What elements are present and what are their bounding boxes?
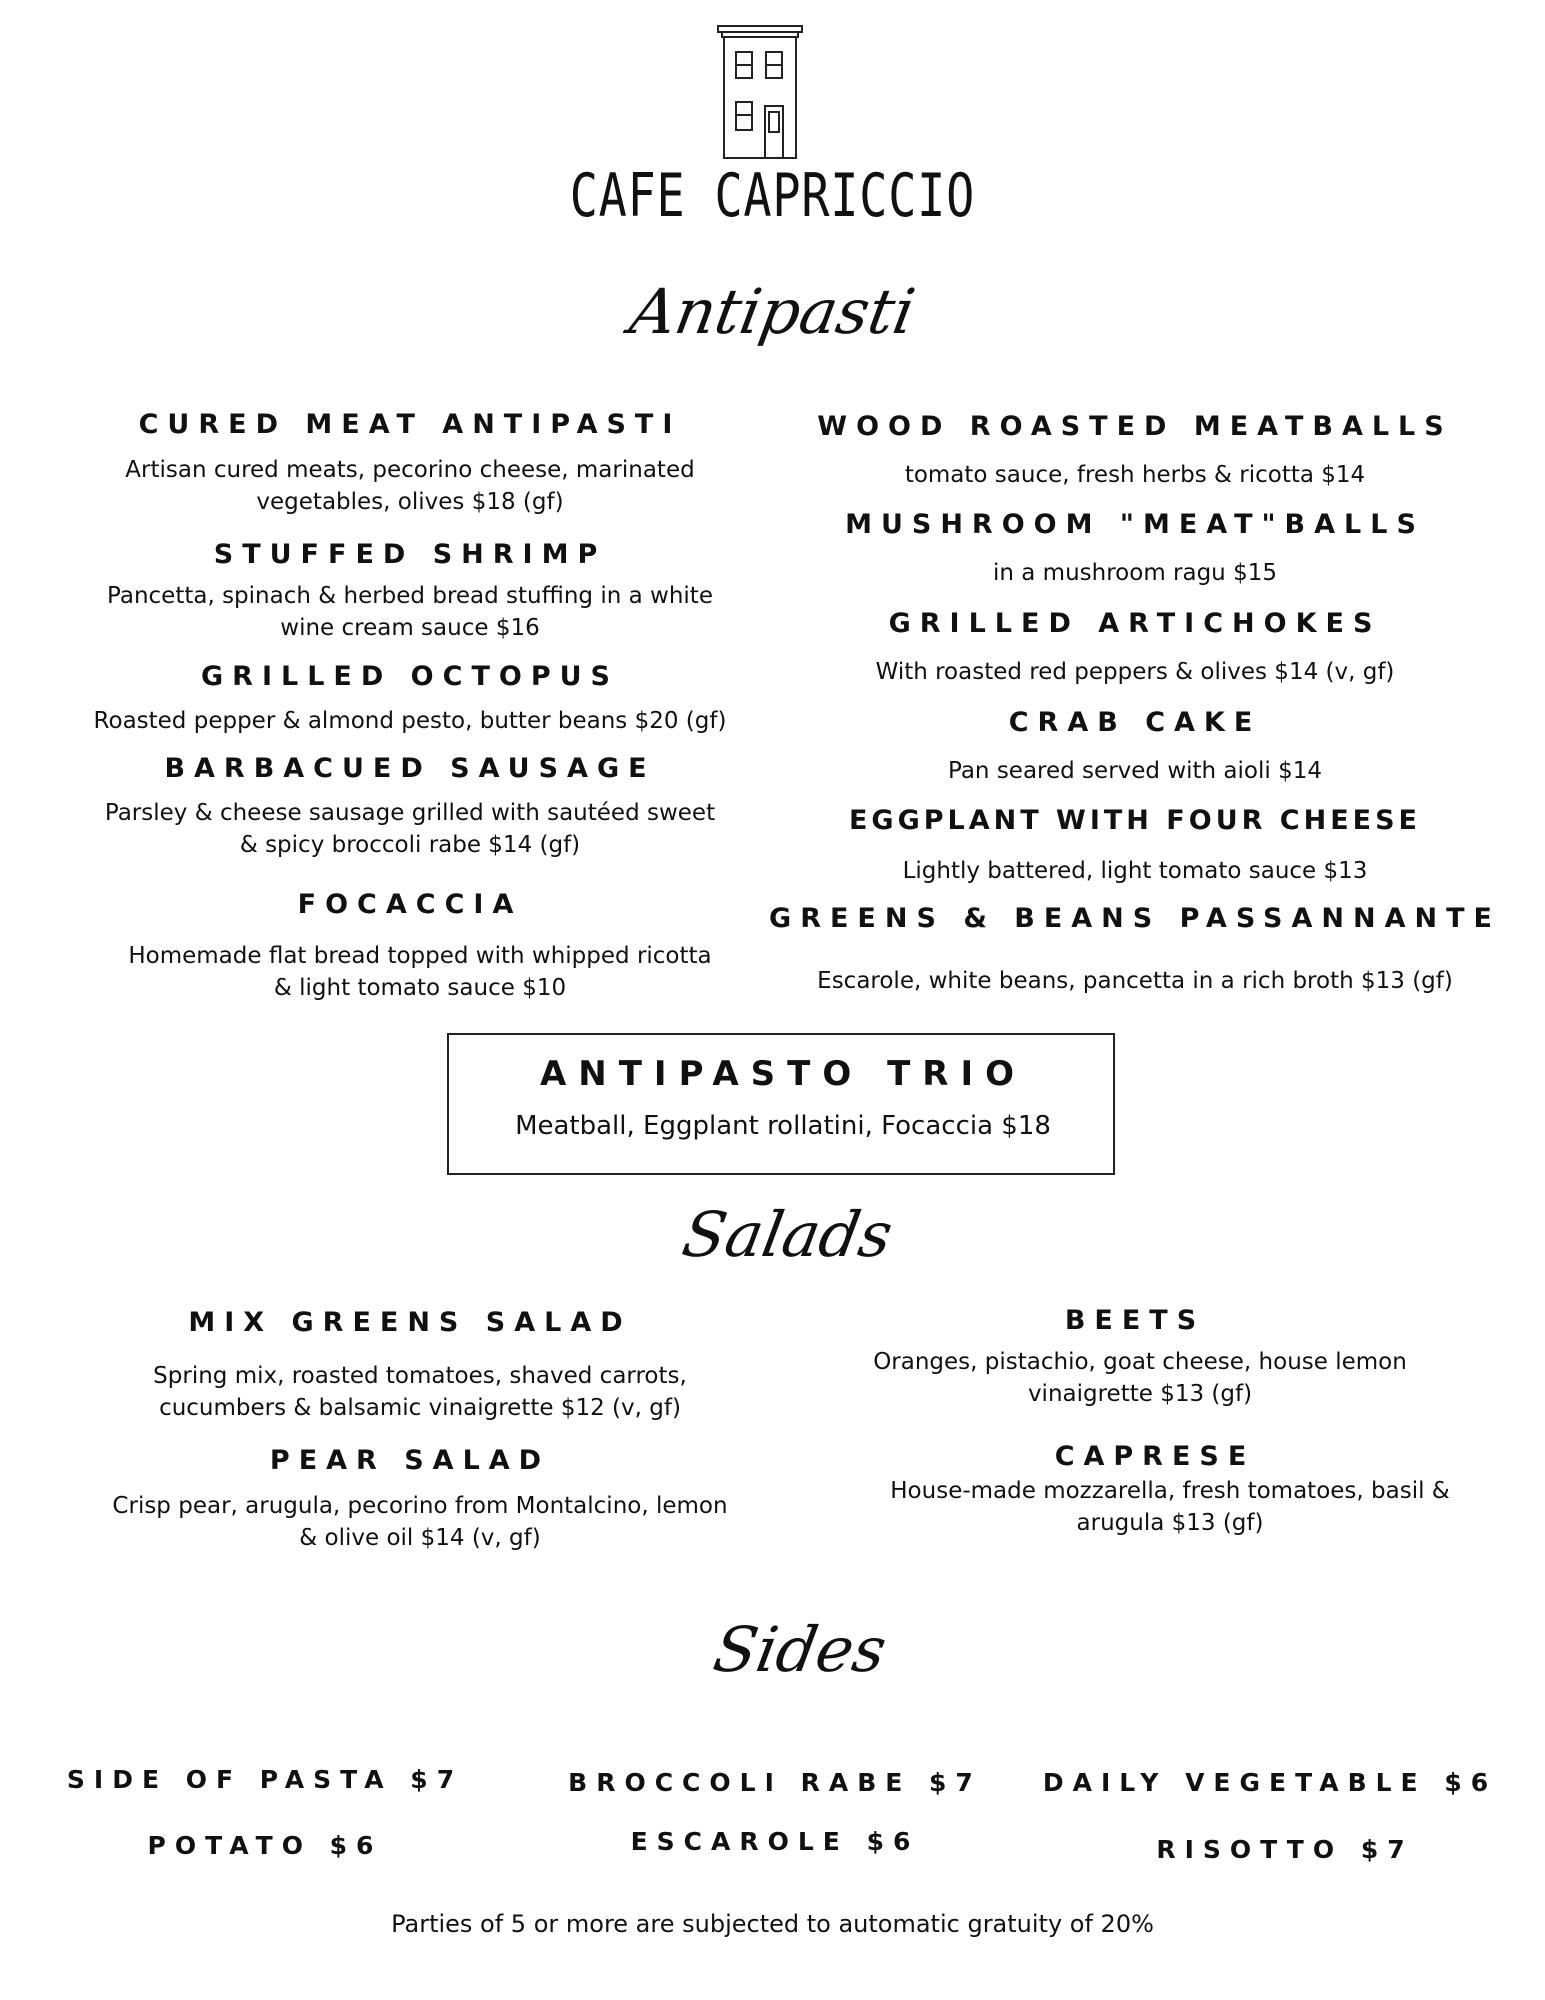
menu-item-name: GRILLED ARTICHOKES [888,608,1382,639]
menu-item-name: BEETS [1064,1305,1206,1336]
section-title-antipasti: Antipasti [624,275,921,348]
menu-item-desc: in a mushroom ragu $15 [993,560,1277,586]
menu-item-name: WOOD ROASTED MEATBALLS [817,411,1453,442]
menu-item-desc: With roasted red peppers & olives $14 (v, gf) [875,659,1395,685]
side-item: RISOTTO $7 [1156,1835,1414,1864]
menu-item-desc: Oranges, pistachio, goat cheese, house lemon vinaigrette $13 (gf) [873,1349,1407,1407]
menu-item-desc: Pan seared served with aioli $14 [948,758,1322,784]
trio-desc: Meatball, Eggplant rollatini, Focaccia $18 [515,1111,1051,1141]
menu-item-name: MUSHROOM "MEAT"BALLS [845,509,1425,540]
menu-item-desc: tomato sauce, fresh herbs & ricotta $14 [904,462,1366,488]
menu-item-desc: Homemade flat bread topped with whipped ricotta & light tomato sauce $10 [128,943,712,1001]
menu-item-desc: Escarole, white beans, pancetta in a rich broth $13 (gf) [817,968,1453,994]
menu-item-name: EGGPLANT WITH FOUR CHEESE [848,805,1421,836]
menu-item-name: FOCACCIA [297,889,523,920]
gratuity-note: Parties of 5 or more are subjected to automatic gratuity of 20% [391,1910,1154,1938]
menu-item-desc: Artisan cured meats, pecorino cheese, marinated vegetables, olives $18 (gf) [125,457,695,515]
side-item: POTATO $6 [147,1831,383,1860]
menu-item-name: BARBACUED SAUSAGE [164,753,656,784]
side-item: ESCAROLE $6 [630,1827,920,1856]
side-item: DAILY VEGETABLE $6 [1042,1768,1498,1797]
side-item: BROCCOLI RABE $7 [568,1768,982,1797]
menu-item-name: GREENS & BEANS PASSANNANTE [769,903,1501,934]
menu-item-desc: House-made mozzarella, fresh tomatoes, basil & arugula $13 (gf) [890,1478,1450,1536]
brand-name: CAFE CAPRICCIO [569,161,976,231]
menu-item-desc: Pancetta, spinach & herbed bread stuffing in a white wine cream sauce $16 [107,583,713,641]
menu-item-name: CURED MEAT ANTIPASTI [138,409,682,440]
menu-item-name: PEAR SALAD [269,1445,551,1476]
menu-item-desc: Spring mix, roasted tomatoes, shaved carrots, cucumbers & balsamic vinaigrette $12 (v, gf) [153,1363,687,1421]
menu-item-desc: Crisp pear, arugula, pecorino from Montalcino, lemon & olive oil $14 (v, gf) [112,1493,728,1551]
trio-name: ANTIPASTO TRIO [539,1054,1027,1094]
menu-item-desc: Lightly battered, light tomato sauce $13 [902,858,1368,884]
side-item: SIDE OF PASTA $7 [66,1765,464,1794]
menu-item-desc: Roasted pepper & almond pesto, butter beans $20 (gf) [93,708,727,734]
antipasto-trio-box [447,1033,1115,1175]
menu-item-name: CRAB CAKE [1008,707,1262,738]
menu-item-name: CAPRESE [1054,1441,1256,1472]
townhouse-building-icon [710,22,810,162]
menu-item-name: GRILLED OCTOPUS [201,661,619,692]
menu-item-desc: Parsley & cheese sausage grilled with sautéed sweet & spicy broccoli rabe $14 (gf) [104,800,716,858]
menu-item-name: STUFFED SHRIMP [213,539,607,570]
section-title-sides: Sides [708,1613,892,1686]
section-title-salads: Salads [677,1198,898,1271]
menu-item-name: MIX GREENS SALAD [188,1307,632,1338]
